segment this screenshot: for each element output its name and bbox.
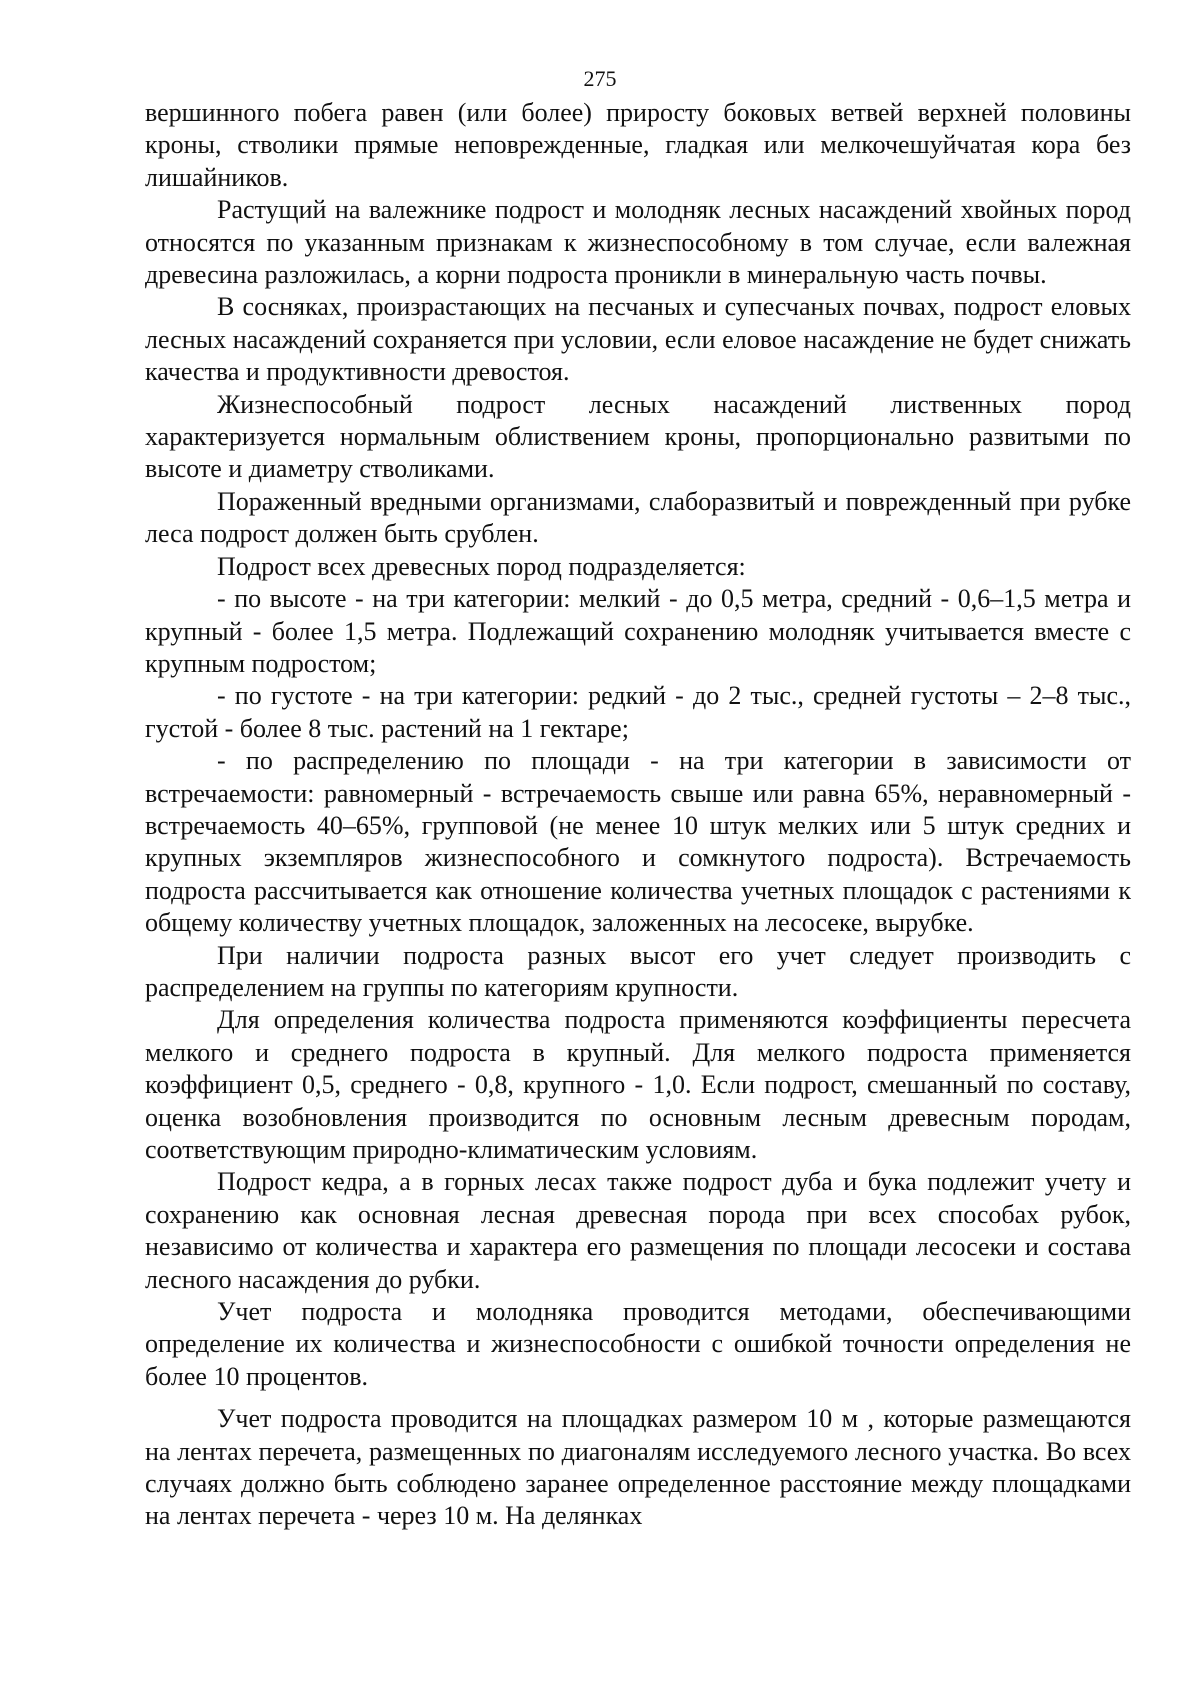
paragraph: В сосняках, произрастающих на песчаных и супесчаных почвах, подрост еловых лесных насаждений сохраняется при условии, если еловое насаждение не будет снижать качества и продуктивности древостоя. xyxy=(145,292,1131,387)
paragraph: Для определения количества подроста применяются коэффициенты пересчета мелкого и среднего подроста в крупный. Для мелкого подроста применяется коэффициент 0,5, среднего - 0,8, крупного - 1,0. Если подрост, смешанный по составу, оценка возобновления производится по основным лесным древесным породам, соответствующим природно-климатическим условиям. xyxy=(145,1005,1131,1164)
paragraph: вершинного побега равен (или более) приросту боковых ветвей верхней половины кроны, стволики прямые неповрежденные, гладкая или мелкочешуйчатая кора без лишайников. xyxy=(145,98,1131,192)
paragraph: Подрост кедра, а в горных лесах также подрост дуба и бука подлежит учету и сохранению как основная лесная древесная порода при всех способах рубок, независимо от количества и характера его размещения по площади лесосеки и состава лесного насаждения до рубки. xyxy=(145,1167,1131,1294)
list-item: - по высоте - на три категории: мелкий - до 0,5 метра, средний - 0,6–1,5 метра и крупный - более 1,5 метра. Подлежащий сохранению молодняк учитывается вместе с крупным подростом; xyxy=(145,584,1131,678)
list-item: - по густоте - на три категории: редкий - до 2 тыс., средней густоты – 2–8 тыс., густой - более 8 тыс. растений на 1 гектаре; xyxy=(145,681,1131,743)
list-item: - по распределению по площади - на три категории в зависимости от встречаемости: равномерный - встречаемость свыше или равна 65%, неравномерный - встречаемость 40–65%, групповой (не менее 10 штук мелких или 5 штук средних и крупных экземпляров жизнеспособного и сомкнутого подроста). Встречаемость подроста рассчитывается как отношение количества учетных площадок с растениями к общему количеству учетных площадок, заложенных на лесосеке, вырубке. xyxy=(145,746,1131,938)
paragraph: Растущий на валежнике подрост и молодняк лесных насаждений хвойных пород относятся по указанным признакам к жизнеспособному в том случае, если валежная древесина разложилась, а корни подроста проникли в минеральную часть почвы. xyxy=(145,195,1131,290)
page-number: 275 xyxy=(583,66,617,91)
document-body xyxy=(145,97,1131,1533)
paragraph: При наличии подроста разных высот его учет следует производить с распределением на группы по категориям крупности. xyxy=(145,940,1131,1002)
paragraph: Пораженный вредными организмами, слаборазвитый и поврежденный при рубке леса подрост должен быть срублен. xyxy=(145,486,1131,549)
paragraph: Учет подроста проводится на площадках размером 10 м , которые размещаются на лентах перечета, размещенных по диагоналям исследуемого лесного участка. Во всех случаях должно быть соблюдено заранее определенное расстояние между площадками на лентах перечета - через 10 м. На делянках xyxy=(145,1404,1131,1531)
paragraph: Подрост всех древесных пород подразделяется: xyxy=(217,551,746,581)
paragraph: Учет подроста и молодняка проводится методами, обеспечивающими определение их количества и жизнеспособности с ошибкой точности определения не более 10 процентов. xyxy=(145,1297,1131,1391)
paragraph: Жизнеспособный подрост лесных насаждений лиственных пород характеризуется нормальным облиствением кроны, пропорционально развитыми по высоте и диаметру стволиками. xyxy=(145,389,1131,484)
